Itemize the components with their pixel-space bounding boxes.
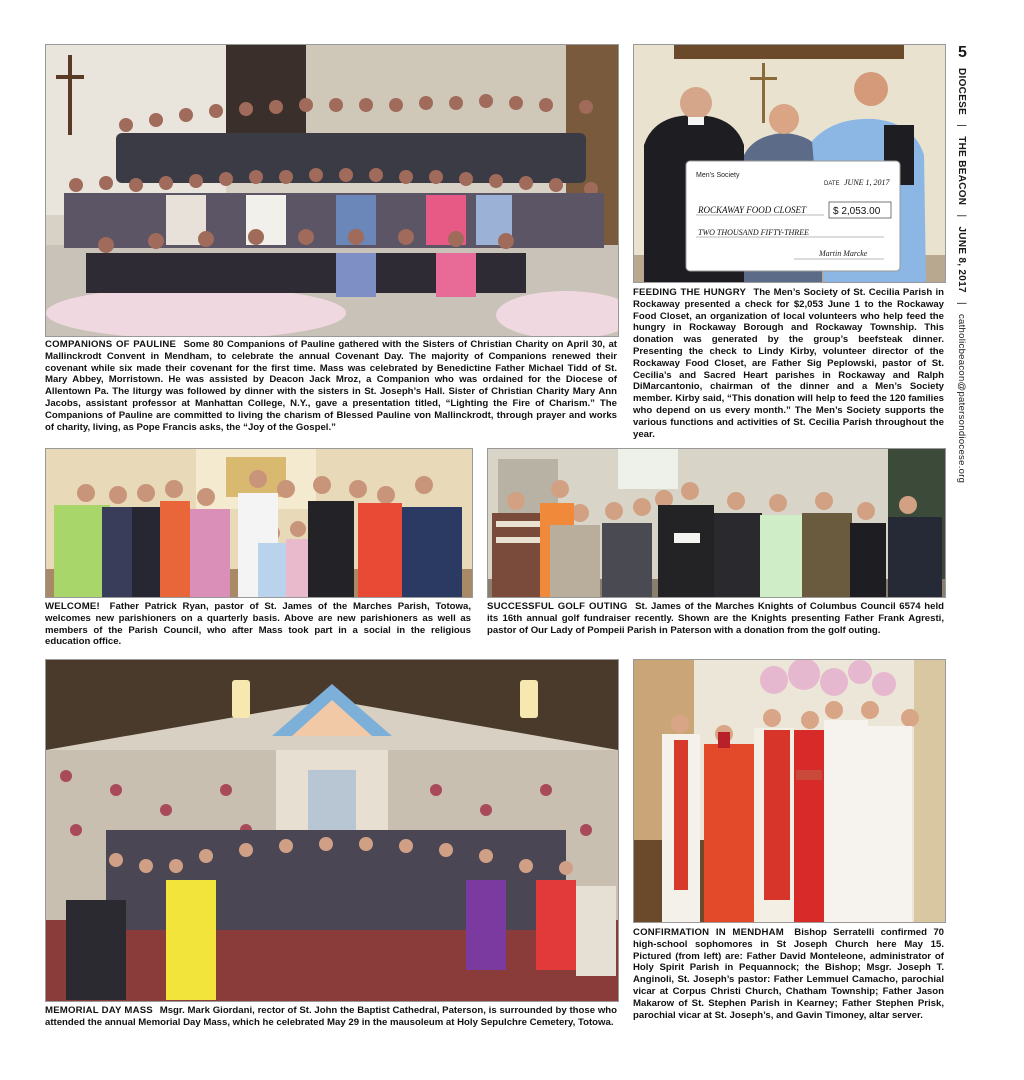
caption-headline: SUCCESSFUL GOLF OUTING [487, 601, 628, 612]
photo-feeding-the-hungry [633, 44, 946, 283]
check-logo-text: Men’s Society [696, 172, 740, 179]
caption-headline: MEMORIAL DAY MASS [45, 1005, 153, 1016]
check-date-label: DATE [824, 181, 840, 187]
caption-headline: COMPANIONS OF PAULINE [45, 339, 177, 350]
confirmation-clergy-image [634, 660, 945, 922]
caption-headline: WELCOME! [45, 601, 100, 612]
caption-body: Some 80 Companions of Pauline gathered with the Sisters of Christian Charity on April 30, at Mallinckrodt Convent in Mendham, to celebrate the annual Covenant Day. The majority of Companions renewed their covenant while six made their covenant for the first time. Mass was celebrated by Benedictine Father Michael Tidd of St. Mary Abbey, Morristown. He was assisted by Deacon Jack Mroz, a Companion who was ordained for the Diocese of Allentown Pa. The liturgy was followed by dinner with the sisters in St. Joseph’s Hall. Sister of Christian Charity Mary Ann Jacobs, assistant professor at Manhattan College, N.Y., gave a presentation titled, “Lighting the Fire of Charism.” The Companions of Pauline are committed to living the charism of Blessed Pauline von Mallinckrodt, through prayer and works of charity, living, as Pope Francis asks, the “Joy of the Gospel.” [45, 339, 617, 433]
runner-separator: | [956, 124, 967, 128]
check-amount: $ 2,053.00 [833, 206, 881, 217]
photo-welcome [45, 448, 473, 598]
mausoleum-crowd-image [46, 660, 618, 1001]
caption-body: Bishop Serratelli confirmed 70 high-school sophomores in St Joseph Church here May 15. Pictured (from left) are: Father David Monteleone, administrator of Holy Spirit Parish in Pequannock; the Bishop; Msgr. Joseph T. Anginoli, St. Joseph’s pastor: Father Lemmuel Camacho, parochial vicar at Corpus Christi Church, Chatham Township; Father Jason Makarow of St. Stephen Parish in Kearney; Father Stephen Prisk, parochial vicar at St. Joseph’s, and Gavin Timoney, altar server. [633, 927, 945, 1021]
runner-separator: | [956, 214, 967, 218]
photo-memorial-day-mass [45, 659, 619, 1002]
running-head [956, 68, 967, 483]
caption-companions-of-pauline [45, 339, 617, 433]
photo-confirmation-in-mendham [633, 659, 946, 923]
caption-body: The Men’s Society of St. Cecilia Parish in Rockaway presented a check for $2,053 June 1 to the Rockaway Food Closet, an organization of local volunteers who help feed the hungry in Rockaway Borough and Rockaway Township. This donation was generated by the group’s beefsteak dinner. Presenting the check to Lindy Kirby, volunteer director of the Rockaway Food Closet, are Father Sig Peplowski, pastor of St. Cecilia’s and Sacred Heart parishes in Rockaway and Ralph DiMarcantonio, chairman of the dinner and a Men’s Society member. Kirby said, “This donation will help to feed the 120 families who depend on us every month.” The Men’s Society supports the various functions and activities of St. Cecilia Parish throughout the year. [633, 287, 944, 440]
caption-feeding-the-hungry [633, 287, 944, 440]
check-payee: ROCKAWAY FOOD CLOSET [698, 205, 807, 215]
caption-welcome [45, 601, 471, 648]
caption-successful-golf-outing [487, 601, 944, 636]
caption-headline: FEEDING THE HUNGRY [633, 287, 747, 298]
group-photo-image [46, 45, 618, 336]
caption-body: Father Patrick Ryan, pastor of St. James of the Marches Parish, Totowa, welcomes new parishioners on a quarterly basis. Above are new parishioners as well as members of the Parish Council, who after Mass took part in a social in the religious education office. [45, 601, 471, 648]
photo-companions-of-pauline [45, 44, 619, 337]
caption-memorial-day-mass [45, 1005, 617, 1029]
caption-confirmation-in-mendham [633, 927, 944, 1021]
runner-email: catholicbeacon@patersondiocese.org [956, 313, 967, 484]
knights-photo-image [488, 449, 945, 597]
check-amount-words: TWO THOUSAND FIFTY-THREE [698, 228, 809, 237]
runner-section: DIOCESE [956, 68, 967, 116]
runner-paper-name: THE BEACON [956, 136, 967, 206]
check-date: JUNE 1, 2017 [844, 178, 890, 187]
caption-body: Msgr. Mark Giordani, rector of St. John the Baptist Cathedral, Paterson, is surrounded by those who attended the annual Memorial Day Mass, which he celebrated May 29 in the mausoleum at Holy Sepulchre Cemetery, Totowa. [45, 1005, 618, 1028]
check-signature: Martin Marcke [819, 249, 868, 258]
runner-date: JUNE 8, 2017 [956, 226, 967, 293]
photo-successful-golf-outing [487, 448, 946, 598]
parishioners-photo-image [46, 449, 472, 597]
runner-separator: | [956, 301, 967, 305]
check-presentation-image [634, 45, 945, 282]
page-number: 5 [958, 44, 967, 61]
caption-body: St. James of the Marches Knights of Columbus Council 6574 held its 16th annual golf fundraiser recently. Shown are the Knights presenting Father Frank Agresti, pastor of Our Lady of Pompeii Parish in Paterson with a donation from the golf outing. [487, 601, 944, 636]
caption-headline: CONFIRMATION IN MENDHAM [633, 927, 784, 938]
